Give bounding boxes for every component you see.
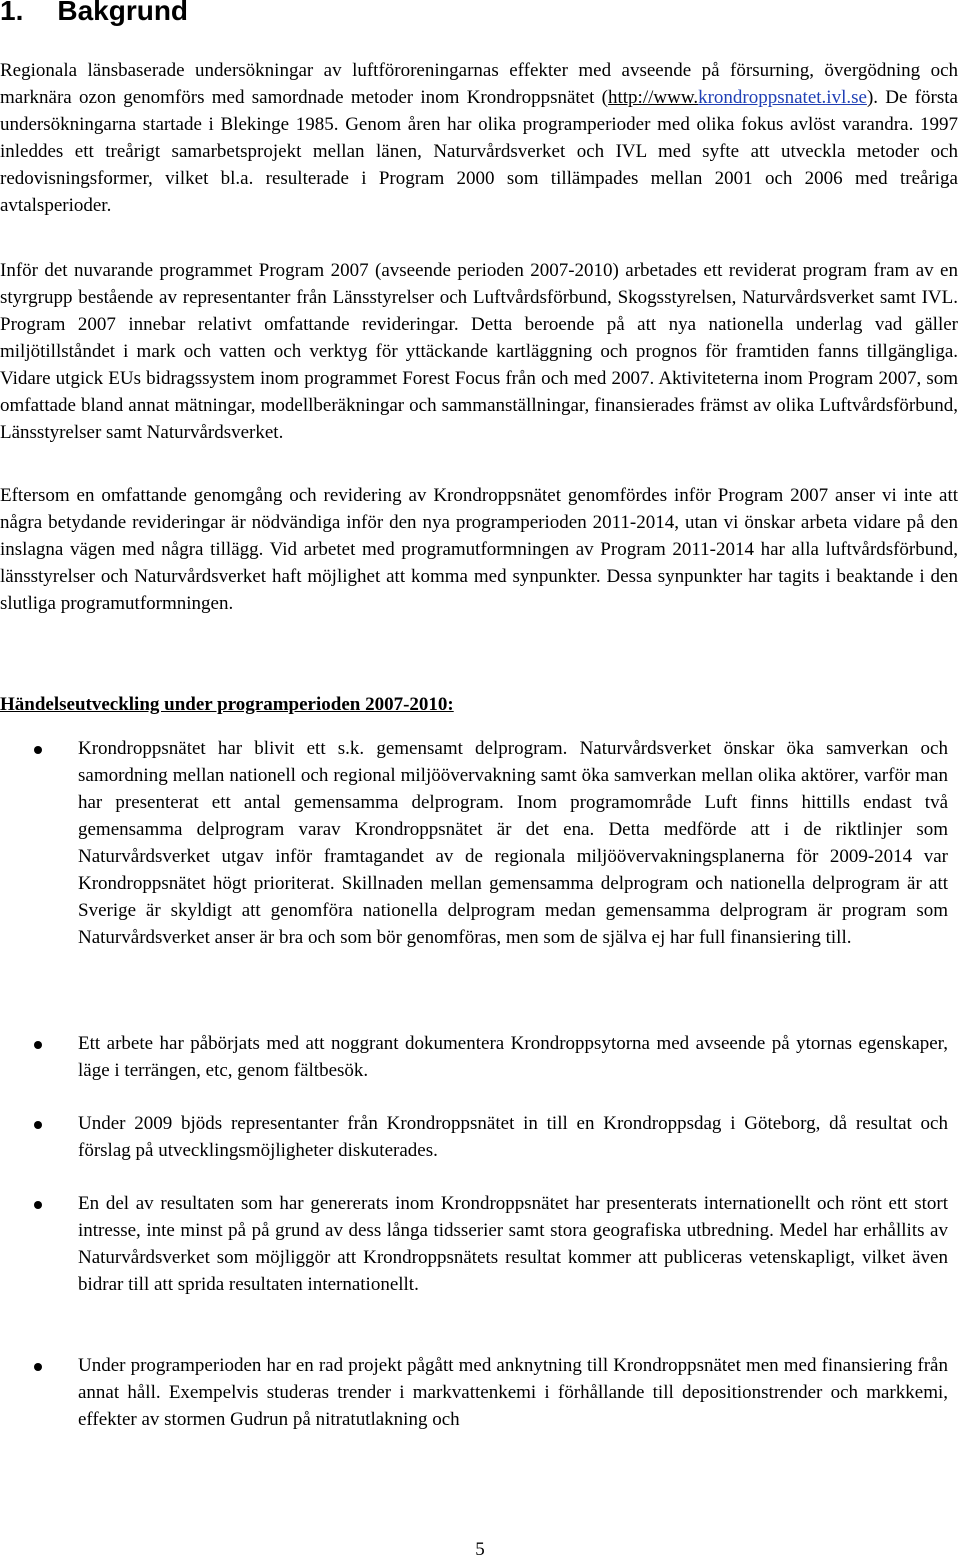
bullet-icon	[34, 1363, 42, 1371]
krondroppsnatet-link[interactable]	[608, 87, 867, 108]
list-item-text: En del av resultaten som har genererats inom Krondroppsnätet har presenterats internationellt och rönt ett stort intresse, inte minst på på grund av dess långa tidsserier samt stora geografiska utbredning. Medel har erhållits av Naturvårdsverket som möjliggör att Krondroppsnätets resultat kommer att publiceras vetenskapligt, vilket även bidrar till att sprida resultaten internationellt.	[78, 1193, 948, 1295]
link-prefix: http://www.	[608, 87, 699, 108]
list-item-text: Under 2009 bjöds representanter från Krondroppsnätet in till en Krondroppsdag i Göteborg, då resultat och förslag på utvecklingsmöjligheter diskuterades.	[78, 1113, 948, 1161]
bullet-icon	[34, 1041, 42, 1049]
page-number: 5	[475, 1539, 485, 1560]
bullet-icon	[34, 1121, 42, 1129]
section-heading	[0, 0, 188, 30]
section-number: 1.	[0, 0, 24, 26]
paragraph-intro-text-start: Regionala länsbaserade undersökningar av luftföroreningarnas effekter med avseende på försurning, övergödning och marknära ozon genomförs med samordnade metoder inom Krondroppsnätet (	[0, 60, 958, 108]
subheading-events: Händelseutveckling under programperioden 2007-2010:	[0, 694, 454, 715]
bullet-icon	[34, 1201, 42, 1209]
list-item-text: Ett arbete har påbörjats med att noggrant dokumentera Krondroppsytorna med avseende på ytornas egenskaper, läge i terrängen, etc, genom fältbesök.	[78, 1033, 948, 1081]
list-item-text: Krondroppsnätet har blivit ett s.k. gemensamt delprogram. Naturvårdsverket önskar öka samverkan och samordning mellan nationell och regional miljöövervakning samt öka samverkan mellan olika aktörer, varför man har presenterat ett antal gemensamma delprogram. Inom programområde Luft finns hittills endast två gemensamma delprogram varav Krondroppsnätet är det ena. Detta medförde att i de riktlinjer som Naturvårdsverket utgav inför framtagandet av de regionala miljöövervakningsplanerna för 2009-2014 var Krondroppsnätet högt prioriterat. Skillnaden mellan gemensamma delprogram och nationella delprogram är att Sverige är skyldigt att genomföra nationella delprogram medan gemensamma delprogram är program som Naturvårdsverket anser är bra och som bör genomföras, men som de själva ej har full finansiering till.	[78, 738, 948, 948]
section-title: Bakgrund	[57, 0, 189, 26]
paragraph-intro	[0, 57, 958, 219]
paragraph-program-2007: Inför det nuvarande programmet Program 2007 (avseende perioden 2007-2010) arbetades ett reviderat program fram av en styrgrupp bestående av representanter från Länsstyrelser och Luftvårdsförbund, Skogsstyrelsen, Naturvårdsverket samt IVL. Program 2007 innebar relativt omfattande revideringar. Detta beroende på att nya nationella underlag vad gäller miljötillståndet i mark och vatten och verktyg för yttäckande kartläggning och prognos för framtiden fanns tillgängliga. Vidare utgick EUs bidragssystem inom programmet Forest Focus från och med 2007. Aktiviteterna inom Program 2007, som omfattade bland annat mätningar, modellberäkningar och sammanställningar, finansierades främst av olika Luftvårdsförbund, Länsstyrelser samt Naturvårdsverket.	[0, 260, 958, 443]
list-item-text: Under programperioden har en rad projekt pågått med anknytning till Krondroppsnätet men med finansiering från annat håll. Exempelvis studeras trender i markvattenkemi i förhållande till depositionstrender och markkemi, effekter av stormen Gudrun på nitratutlakning och	[78, 1355, 948, 1430]
bullet-icon	[34, 746, 42, 754]
paragraph-program-2011-2014: Eftersom en omfattande genomgång och revidering av Krondroppsnätet genomfördes inför Program 2007 anser vi inte att några betydande revideringar är nödvändiga inför den nya programperioden 2011-2014, utan vi önskar arbeta vidare på den inslagna vägen med några tillägg. Vid arbetet med programutformningen av Program 2011-2014 har alla luftvårdsförbund, länsstyrelser och Naturvårdsverket haft möjlighet att komma med synpunkter. Dessa synpunkter har tagits i beaktande i den slutliga programutformningen.	[0, 485, 958, 614]
link-host: krondroppsnatet.ivl.se	[698, 87, 867, 108]
paragraph-intro-text-end: ). De första undersökningarna startade i Blekinge 1985. Genom åren har olika programperioder med olika fokus avlöst varandra. 1997 inleddes ett treårigt samarbetsprojekt mellan länen, Naturvårdsverket och IVL med syfte att utveckla metoder och redovisningsformer, vilket bl.a. resulterade i Program 2000 som tillämpades mellan 2001 och 2006 med treåriga avtalsperioder.	[0, 87, 958, 216]
